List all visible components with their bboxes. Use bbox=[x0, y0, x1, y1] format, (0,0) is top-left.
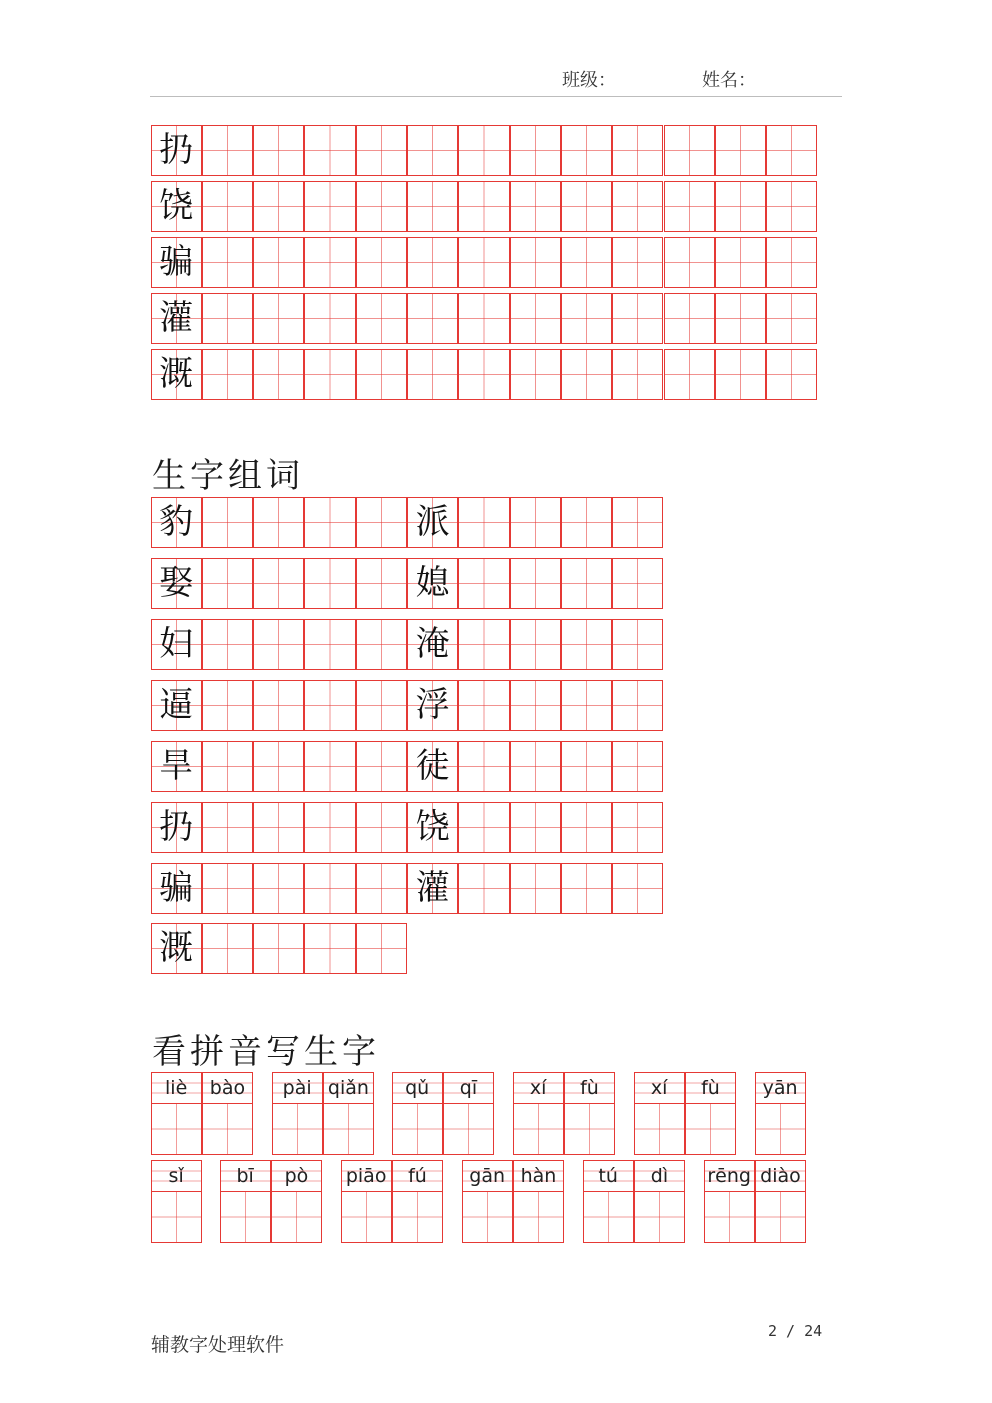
word-blank-cell[interactable] bbox=[253, 802, 304, 853]
practice-blank-cell[interactable] bbox=[202, 237, 253, 288]
pinyin-label: gān bbox=[462, 1160, 513, 1192]
writing-box[interactable] bbox=[704, 1191, 755, 1243]
practice-blank-cell[interactable] bbox=[356, 237, 407, 288]
pinyin-label: dì bbox=[634, 1160, 685, 1192]
word-blank-cell[interactable] bbox=[304, 497, 355, 548]
practice-blank-cell[interactable] bbox=[356, 181, 407, 232]
word-char-cell bbox=[151, 923, 202, 974]
word-blank-cell[interactable] bbox=[561, 863, 612, 914]
word-blank-cell[interactable] bbox=[253, 680, 304, 731]
practice-blank-cell[interactable] bbox=[766, 181, 817, 232]
practice-blank-cell[interactable] bbox=[304, 293, 355, 344]
word-blank-cell[interactable] bbox=[356, 802, 407, 853]
practice-blank-cell[interactable] bbox=[458, 349, 509, 400]
word-blank-cell[interactable] bbox=[304, 619, 355, 670]
word-char-cell bbox=[407, 680, 458, 731]
writing-box[interactable] bbox=[392, 1103, 443, 1155]
pinyin-label: qiǎn bbox=[323, 1072, 374, 1104]
word-blank-cell[interactable] bbox=[202, 923, 253, 974]
footer-software-name: 辅教字处理软件 bbox=[151, 1334, 285, 1356]
practice-blank-cell[interactable] bbox=[766, 125, 817, 176]
practice-blank-cell[interactable] bbox=[253, 125, 304, 176]
practice-blank-cell[interactable] bbox=[202, 349, 253, 400]
pinyin-label: xí bbox=[634, 1072, 685, 1104]
word-blank-cell[interactable] bbox=[612, 680, 663, 731]
word-blank-cell[interactable] bbox=[458, 558, 509, 609]
practice-blank-cell[interactable] bbox=[612, 349, 663, 400]
character: 妇 bbox=[159, 624, 194, 665]
word-blank-cell[interactable] bbox=[612, 863, 663, 914]
character: 逼 bbox=[159, 685, 194, 726]
word-char-cell bbox=[407, 497, 458, 548]
practice-blank-cell[interactable] bbox=[766, 237, 817, 288]
practice-blank-cell[interactable] bbox=[510, 293, 561, 344]
word-blank-cell[interactable] bbox=[253, 558, 304, 609]
word-blank-cell[interactable] bbox=[304, 558, 355, 609]
writing-box[interactable] bbox=[392, 1191, 443, 1243]
practice-blank-cell[interactable] bbox=[561, 125, 612, 176]
character: 骗 bbox=[159, 242, 194, 283]
word-blank-cell[interactable] bbox=[561, 558, 612, 609]
word-blank-cell[interactable] bbox=[253, 497, 304, 548]
writing-box[interactable] bbox=[634, 1191, 685, 1243]
practice-blank-cell[interactable] bbox=[766, 349, 817, 400]
writing-box[interactable] bbox=[755, 1103, 806, 1155]
character: 扔 bbox=[159, 130, 194, 171]
word-blank-cell[interactable] bbox=[356, 497, 407, 548]
character: 浮 bbox=[415, 685, 450, 726]
word-char-cell bbox=[407, 619, 458, 670]
word-blank-cell[interactable] bbox=[612, 802, 663, 853]
word-blank-cell[interactable] bbox=[304, 863, 355, 914]
practice-blank-cell[interactable] bbox=[561, 237, 612, 288]
word-blank-cell[interactable] bbox=[202, 497, 253, 548]
page-number: 2 / 24 bbox=[768, 1322, 823, 1340]
word-char-cell bbox=[151, 619, 202, 670]
practice-blank-cell[interactable] bbox=[664, 125, 715, 176]
practice-blank-cell[interactable] bbox=[202, 125, 253, 176]
word-blank-cell[interactable] bbox=[304, 741, 355, 792]
practice-blank-cell[interactable] bbox=[253, 181, 304, 232]
practice-blank-cell[interactable] bbox=[304, 125, 355, 176]
word-blank-cell[interactable] bbox=[356, 923, 407, 974]
word-blank-cell[interactable] bbox=[458, 680, 509, 731]
practice-blank-cell[interactable] bbox=[715, 237, 766, 288]
word-blank-cell[interactable] bbox=[202, 741, 253, 792]
word-blank-cell[interactable] bbox=[561, 741, 612, 792]
practice-blank-cell[interactable] bbox=[304, 237, 355, 288]
pinyin-label: bào bbox=[202, 1072, 253, 1104]
class-label: 班级： bbox=[562, 70, 616, 91]
pinyin-label: rēng bbox=[704, 1160, 755, 1192]
word-blank-cell[interactable] bbox=[561, 497, 612, 548]
practice-blank-cell[interactable] bbox=[304, 181, 355, 232]
practice-char-cell bbox=[151, 293, 202, 344]
practice-char-cell bbox=[151, 237, 202, 288]
word-blank-cell[interactable] bbox=[202, 863, 253, 914]
practice-blank-cell[interactable] bbox=[766, 293, 817, 344]
practice-blank-cell[interactable] bbox=[561, 293, 612, 344]
practice-blank-cell[interactable] bbox=[664, 181, 715, 232]
pinyin-label: piāo bbox=[341, 1160, 392, 1192]
pinyin-label: pò bbox=[271, 1160, 322, 1192]
practice-blank-cell[interactable] bbox=[612, 237, 663, 288]
word-blank-cell[interactable] bbox=[356, 558, 407, 609]
pinyin-label: hàn bbox=[513, 1160, 564, 1192]
practice-blank-cell[interactable] bbox=[612, 125, 663, 176]
practice-blank-cell[interactable] bbox=[458, 181, 509, 232]
practice-blank-cell[interactable] bbox=[510, 181, 561, 232]
practice-blank-cell[interactable] bbox=[715, 349, 766, 400]
header-divider bbox=[150, 96, 842, 97]
practice-blank-cell[interactable] bbox=[407, 293, 458, 344]
word-blank-cell[interactable] bbox=[510, 497, 561, 548]
practice-blank-cell[interactable] bbox=[664, 293, 715, 344]
pinyin-label: pài bbox=[272, 1072, 323, 1104]
practice-blank-cell[interactable] bbox=[304, 349, 355, 400]
writing-box[interactable] bbox=[220, 1191, 271, 1243]
practice-blank-cell[interactable] bbox=[612, 181, 663, 232]
word-char-cell bbox=[151, 741, 202, 792]
writing-box[interactable] bbox=[755, 1191, 806, 1243]
word-char-cell bbox=[407, 863, 458, 914]
practice-char-cell bbox=[151, 181, 202, 232]
writing-box[interactable] bbox=[583, 1191, 634, 1243]
practice-blank-cell[interactable] bbox=[407, 237, 458, 288]
word-blank-cell[interactable] bbox=[612, 497, 663, 548]
word-char-cell bbox=[151, 802, 202, 853]
practice-blank-cell[interactable] bbox=[561, 349, 612, 400]
character: 溉 bbox=[159, 928, 194, 969]
word-char-cell bbox=[407, 558, 458, 609]
pinyin-label: fú bbox=[392, 1160, 443, 1192]
word-blank-cell[interactable] bbox=[202, 680, 253, 731]
practice-blank-cell[interactable] bbox=[356, 349, 407, 400]
word-blank-cell[interactable] bbox=[510, 558, 561, 609]
character: 灌 bbox=[415, 868, 450, 909]
word-blank-cell[interactable] bbox=[253, 863, 304, 914]
word-blank-cell[interactable] bbox=[510, 863, 561, 914]
practice-blank-cell[interactable] bbox=[510, 349, 561, 400]
word-blank-cell[interactable] bbox=[458, 741, 509, 792]
word-blank-cell[interactable] bbox=[510, 741, 561, 792]
practice-blank-cell[interactable] bbox=[458, 293, 509, 344]
practice-blank-cell[interactable] bbox=[202, 181, 253, 232]
word-blank-cell[interactable] bbox=[304, 923, 355, 974]
word-char-cell bbox=[407, 802, 458, 853]
character: 溉 bbox=[159, 354, 194, 395]
writing-box[interactable] bbox=[513, 1103, 564, 1155]
character: 骗 bbox=[159, 868, 194, 909]
word-char-cell bbox=[151, 680, 202, 731]
word-blank-cell[interactable] bbox=[253, 923, 304, 974]
pinyin-label: sǐ bbox=[151, 1160, 202, 1192]
practice-blank-cell[interactable] bbox=[356, 293, 407, 344]
section-title-pinyin-writing: 看拼音写生字 bbox=[152, 1032, 380, 1072]
pinyin-label: qǔ bbox=[392, 1072, 443, 1104]
practice-blank-cell[interactable] bbox=[612, 293, 663, 344]
word-blank-cell[interactable] bbox=[253, 619, 304, 670]
writing-box[interactable] bbox=[323, 1103, 374, 1155]
word-char-cell bbox=[151, 863, 202, 914]
practice-blank-cell[interactable] bbox=[407, 181, 458, 232]
practice-char-cell bbox=[151, 125, 202, 176]
word-blank-cell[interactable] bbox=[356, 680, 407, 731]
character: 饶 bbox=[415, 807, 450, 848]
character: 媳 bbox=[415, 563, 450, 604]
word-blank-cell[interactable] bbox=[561, 680, 612, 731]
name-label: 姓名： bbox=[702, 70, 756, 91]
character: 旱 bbox=[159, 746, 194, 787]
character: 饶 bbox=[159, 186, 194, 227]
word-blank-cell[interactable] bbox=[356, 863, 407, 914]
word-blank-cell[interactable] bbox=[304, 680, 355, 731]
word-blank-cell[interactable] bbox=[612, 558, 663, 609]
word-blank-cell[interactable] bbox=[510, 680, 561, 731]
word-blank-cell[interactable] bbox=[356, 741, 407, 792]
practice-blank-cell[interactable] bbox=[253, 237, 304, 288]
word-blank-cell[interactable] bbox=[202, 802, 253, 853]
pinyin-label: qī bbox=[443, 1072, 494, 1104]
word-blank-cell[interactable] bbox=[510, 619, 561, 670]
word-blank-cell[interactable] bbox=[561, 802, 612, 853]
pinyin-label: diào bbox=[755, 1160, 806, 1192]
word-char-cell bbox=[151, 558, 202, 609]
practice-blank-cell[interactable] bbox=[407, 125, 458, 176]
word-blank-cell[interactable] bbox=[510, 802, 561, 853]
word-blank-cell[interactable] bbox=[304, 802, 355, 853]
practice-blank-cell[interactable] bbox=[510, 125, 561, 176]
character: 淹 bbox=[415, 624, 450, 665]
word-blank-cell[interactable] bbox=[612, 619, 663, 670]
word-blank-cell[interactable] bbox=[253, 741, 304, 792]
pinyin-label: tú bbox=[583, 1160, 634, 1192]
writing-box[interactable] bbox=[443, 1103, 494, 1155]
writing-box[interactable] bbox=[151, 1191, 202, 1243]
practice-blank-cell[interactable] bbox=[510, 237, 561, 288]
practice-blank-cell[interactable] bbox=[458, 125, 509, 176]
writing-box[interactable] bbox=[634, 1103, 685, 1155]
word-blank-cell[interactable] bbox=[458, 619, 509, 670]
character: 豹 bbox=[159, 502, 194, 543]
practice-blank-cell[interactable] bbox=[715, 125, 766, 176]
character: 娶 bbox=[159, 563, 194, 604]
word-blank-cell[interactable] bbox=[356, 619, 407, 670]
practice-blank-cell[interactable] bbox=[356, 125, 407, 176]
writing-box[interactable] bbox=[272, 1103, 323, 1155]
writing-box[interactable] bbox=[202, 1103, 253, 1155]
writing-box[interactable] bbox=[564, 1103, 615, 1155]
writing-box[interactable] bbox=[685, 1103, 736, 1155]
character: 灌 bbox=[159, 298, 194, 339]
pinyin-label: yān bbox=[755, 1072, 806, 1104]
word-blank-cell[interactable] bbox=[458, 863, 509, 914]
writing-box[interactable] bbox=[341, 1191, 392, 1243]
word-char-cell bbox=[407, 741, 458, 792]
practice-blank-cell[interactable] bbox=[561, 181, 612, 232]
practice-blank-cell[interactable] bbox=[407, 349, 458, 400]
practice-char-cell bbox=[151, 349, 202, 400]
practice-blank-cell[interactable] bbox=[253, 293, 304, 344]
word-blank-cell[interactable] bbox=[458, 802, 509, 853]
pinyin-label: fù bbox=[685, 1072, 736, 1104]
practice-blank-cell[interactable] bbox=[664, 237, 715, 288]
character: 徒 bbox=[415, 746, 450, 787]
pinyin-label: fù bbox=[564, 1072, 615, 1104]
pinyin-label: xí bbox=[513, 1072, 564, 1104]
word-char-cell bbox=[151, 497, 202, 548]
word-blank-cell[interactable] bbox=[612, 741, 663, 792]
practice-blank-cell[interactable] bbox=[715, 293, 766, 344]
word-blank-cell[interactable] bbox=[458, 497, 509, 548]
pinyin-label: liè bbox=[151, 1072, 202, 1104]
writing-box[interactable] bbox=[271, 1191, 322, 1243]
writing-box[interactable] bbox=[151, 1103, 202, 1155]
section-title-word-building: 生字组词 bbox=[152, 456, 304, 496]
word-blank-cell[interactable] bbox=[202, 619, 253, 670]
practice-blank-cell[interactable] bbox=[664, 349, 715, 400]
practice-blank-cell[interactable] bbox=[458, 237, 509, 288]
word-blank-cell[interactable] bbox=[202, 558, 253, 609]
pinyin-label: bī bbox=[220, 1160, 271, 1192]
writing-box[interactable] bbox=[462, 1191, 513, 1243]
character: 扔 bbox=[159, 807, 194, 848]
practice-blank-cell[interactable] bbox=[253, 349, 304, 400]
character: 派 bbox=[415, 502, 450, 543]
practice-blank-cell[interactable] bbox=[202, 293, 253, 344]
word-blank-cell[interactable] bbox=[561, 619, 612, 670]
practice-blank-cell[interactable] bbox=[715, 181, 766, 232]
writing-box[interactable] bbox=[513, 1191, 564, 1243]
